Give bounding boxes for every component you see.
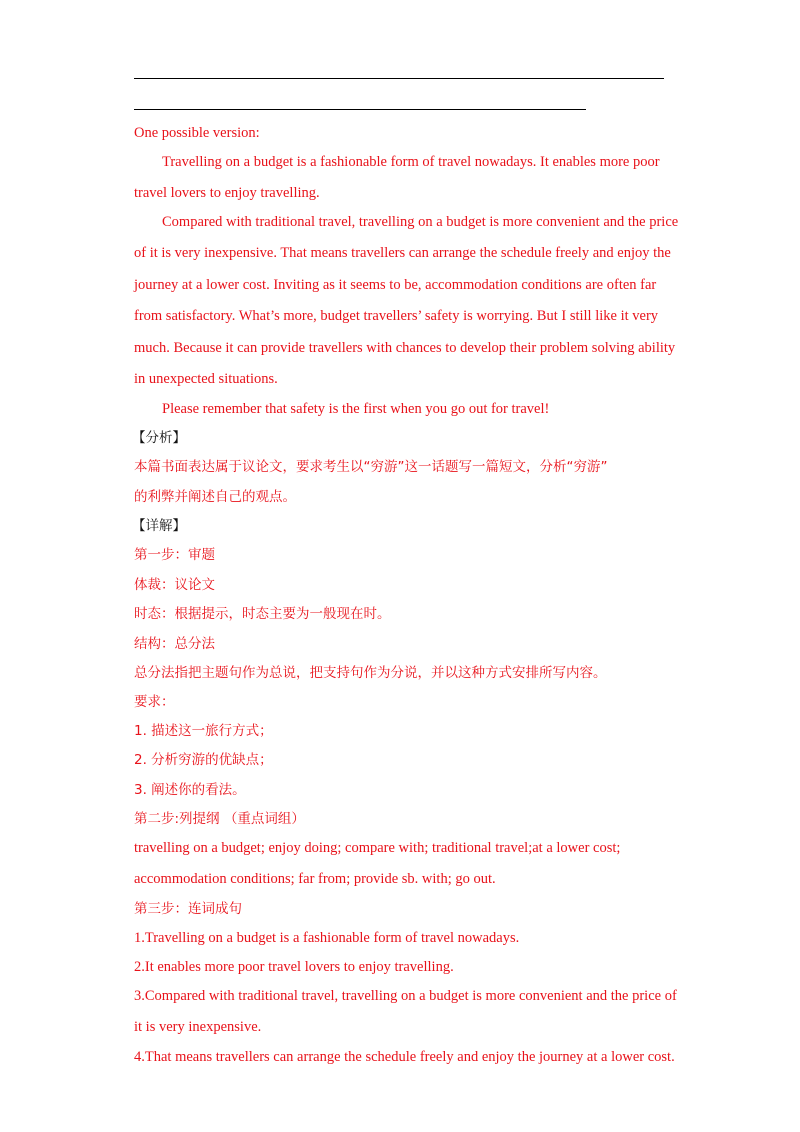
genre-line: 体裁：议论文 — [134, 577, 215, 593]
requirement-2: 2. 分析穷游的优缺点； — [134, 752, 273, 768]
step3-heading: 第三步：连词成句 — [134, 901, 242, 917]
essay-p2-line1: Compared with traditional travel, travelling on a budget is more convenient and the price — [162, 214, 679, 230]
step2-heading: 第二步:列提纲 （重点词组） — [134, 811, 305, 827]
phrases-line1: travelling on a budget; enjoy doing; compare with; traditional travel;at a lower cost; — [134, 840, 621, 856]
essay-p2-line2: of it is very inexpensive. That means travellers can arrange the schedule freely and enjoy the — [134, 245, 671, 261]
sentence-3-line1: 3.Compared with traditional travel, travelling on a budget is more convenient and the price of — [134, 988, 677, 1004]
essay-heading: One possible version: — [134, 125, 260, 141]
essay-p1-line2: travel lovers to enjoy travelling. — [134, 185, 320, 201]
sentence-3-line2: it is very inexpensive. — [134, 1019, 262, 1035]
essay-p1-line1: Travelling on a budget is a fashionable form of travel nowadays. It enables more poor — [162, 154, 660, 170]
structure-description: 总分法指把主题句作为总说，把支持句作为分说，并以这种方式安排所写内容。 — [134, 665, 607, 681]
essay-p2-line5: much. Because it can provide travellers with chances to develop their problem solving ability — [134, 340, 676, 356]
analysis-line1: 本篇书面表达属于议论文，要求考生以“穷游”这一话题写一篇短文，分析“穷游” — [134, 459, 608, 475]
sentence-4: 4.That means travellers can arrange the schedule freely and enjoy the journey at a lower cost. — [134, 1049, 675, 1065]
requirement-3: 3. 阐述你的看法。 — [134, 782, 246, 798]
requirement-1: 1. 描述这一旅行方式； — [134, 723, 273, 739]
phrases-line2: accommodation conditions; far from; provide sb. with; go out. — [134, 871, 496, 887]
requirements-heading: 要求： — [134, 694, 175, 710]
essay-p2-line4: from satisfactory. What’s more, budget travellers’ safety is worrying. But I still like it very — [134, 308, 659, 324]
sentence-1: 1.Travelling on a budget is a fashionable form of travel nowadays. — [134, 930, 520, 946]
analysis-line2: 的利弊并阐述自己的观点。 — [134, 489, 296, 505]
essay-p3-line1: Please remember that safety is the first when you go out for travel! — [162, 401, 550, 417]
tense-line: 时态：根据提示，时态主要为一般现在时。 — [134, 606, 391, 622]
step1-heading: 第一步：审题 — [134, 547, 215, 563]
structure-line: 结构：总分法 — [134, 636, 215, 652]
answer-line-2 — [134, 109, 586, 110]
analysis-heading: 【分析】 — [132, 430, 186, 446]
detail-heading: 【详解】 — [132, 518, 186, 534]
essay-p2-line3: journey at a lower cost. Inviting as it seems to be, accommodation conditions are often far — [134, 277, 657, 293]
answer-line-1 — [134, 78, 664, 79]
sentence-2: 2.It enables more poor travel lovers to enjoy travelling. — [134, 959, 454, 975]
essay-p2-line6: in unexpected situations. — [134, 371, 278, 387]
